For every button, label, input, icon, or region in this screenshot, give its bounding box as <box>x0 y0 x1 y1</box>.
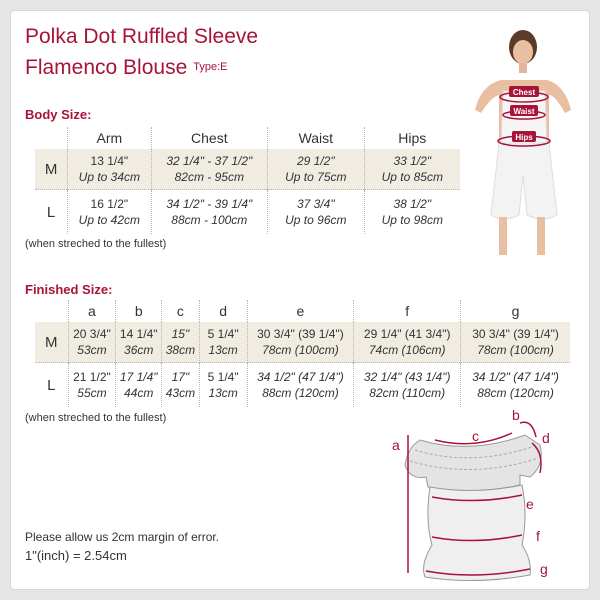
cell-cm: 36cm <box>124 343 154 357</box>
table-cell <box>199 322 247 363</box>
cell-cm: 78cm (100cm) <box>477 343 554 357</box>
blouse-body <box>424 485 531 581</box>
cell-cm: Up to 42cm <box>78 213 141 227</box>
col-b: b <box>116 300 162 322</box>
table-cell <box>268 190 364 235</box>
label-f: f <box>536 528 540 544</box>
cell-cm: 43cm <box>165 386 196 400</box>
cell-inch: 17" <box>171 370 190 384</box>
cell-inch: 15" <box>171 327 190 341</box>
cell-inch: 32 1/4" (43 1/4") <box>363 370 451 384</box>
table-cell <box>354 363 461 408</box>
cell-inch: 30 3/4" (39 1/4") <box>472 327 559 341</box>
label-c: c <box>472 428 479 444</box>
cell-cm: 82cm (110cm) <box>369 386 446 400</box>
conversion-note: 1"(inch) = 2.54cm <box>25 548 127 563</box>
cell-cm: 78cm (100cm) <box>262 343 339 357</box>
table-cell <box>199 363 247 408</box>
size-label: M <box>44 160 58 178</box>
col-a: a <box>68 300 116 322</box>
cell-inch: 13 1/4" <box>90 154 129 168</box>
margin-note: Please allow us 2cm margin of error. <box>25 530 220 544</box>
table-cell <box>68 363 116 408</box>
table-cell <box>461 363 570 408</box>
model-bloomers <box>491 143 557 219</box>
finished-size-note: (when streched to the fullest) <box>25 412 167 424</box>
cell-inch: 16 1/2" <box>90 197 129 211</box>
finished-size-table <box>35 300 570 407</box>
cell-cm: 13cm <box>208 343 238 357</box>
table-cell <box>461 322 570 363</box>
garment-diagram <box>380 405 560 585</box>
table-cell <box>68 322 116 363</box>
cell-cm: Up to 98cm <box>381 213 443 227</box>
table-row <box>35 190 460 235</box>
type-label: Type:E <box>193 61 228 73</box>
table-row <box>35 363 570 408</box>
cell-inch: 32 1/4" - 37 1/2" <box>166 154 253 168</box>
label-b: b <box>512 407 520 423</box>
title-line-2-text: Flamenco Blouse <box>25 56 188 79</box>
model-leg-left <box>499 217 507 255</box>
product-title <box>25 22 258 83</box>
table-cell <box>354 322 461 363</box>
cell-inch: 37 3/4" <box>296 197 335 211</box>
table-cell <box>162 322 200 363</box>
cell-inch: 5 1/4" <box>207 327 239 341</box>
cell-inch: 34 1/2" - 39 1/4" <box>166 197 253 211</box>
finished-size-heading: Finished Size: <box>25 282 113 297</box>
cell-inch: 20 3/4" <box>73 327 111 341</box>
cell-cm: Up to 96cm <box>285 213 347 227</box>
model-neck <box>519 63 527 73</box>
col-hips: Hips <box>364 127 460 149</box>
table-cell <box>247 363 354 408</box>
model-photo <box>465 25 575 265</box>
cell-cm: Up to 34cm <box>78 170 141 184</box>
cell-inch: 29 1/4" (41 3/4") <box>363 327 451 341</box>
cell-cm: 82cm - 95cm <box>174 170 244 184</box>
table-row <box>35 149 460 190</box>
col-waist: Waist <box>268 127 364 149</box>
col-chest: Chest <box>151 127 268 149</box>
col-d: d <box>199 300 247 322</box>
label-d: d <box>542 430 550 446</box>
cell-inch: 38 1/2" <box>393 197 432 211</box>
title-line-1: Polka Dot Ruffled Sleeve <box>25 25 259 48</box>
cell-cm: Up to 75cm <box>285 170 347 184</box>
cell-cm: 44cm <box>124 386 154 400</box>
cell-cm: 13cm <box>208 386 238 400</box>
cell-cm: 88cm (120cm) <box>262 386 339 400</box>
table-cell <box>68 190 151 235</box>
table-cell <box>268 149 364 190</box>
cell-inch: 33 1/2" <box>393 154 432 168</box>
cell-cm: 38cm <box>165 343 196 357</box>
cell-cm: 55cm <box>77 386 107 400</box>
chest-label: Chest <box>512 88 536 97</box>
title-line-2 <box>25 52 258 83</box>
body-size-heading: Body Size: <box>25 107 92 122</box>
cell-inch: 29 1/2" <box>296 154 335 168</box>
col-g: g <box>461 300 570 322</box>
size-label: L <box>46 203 56 221</box>
cell-inch: 5 1/4" <box>207 370 239 384</box>
size-label: M <box>45 333 58 351</box>
label-a: a <box>392 437 400 453</box>
label-g: g <box>540 561 548 577</box>
cell-cm: 88cm - 100cm <box>171 213 248 227</box>
cell-inch: 21 1/2" <box>73 370 111 384</box>
table-cell <box>151 149 268 190</box>
cell-inch: 30 3/4" (39 1/4") <box>257 327 344 341</box>
table-cell <box>68 149 151 190</box>
measure-line-b <box>520 422 536 437</box>
cell-inch: 34 1/2" (47 1/4") <box>472 370 559 384</box>
cell-inch: 34 1/2" (47 1/4") <box>257 370 344 384</box>
col-arm: Arm <box>68 127 151 149</box>
table-cell <box>151 190 268 235</box>
size-label: L <box>47 376 56 394</box>
table-cell <box>364 190 460 235</box>
table-cell <box>162 363 200 408</box>
table-cell <box>364 149 460 190</box>
model-leg-right <box>537 217 545 255</box>
cell-cm: 88cm (120cm) <box>477 386 554 400</box>
col-c: c <box>162 300 200 322</box>
col-f: f <box>354 300 461 322</box>
col-e: e <box>247 300 354 322</box>
table-cell <box>116 322 162 363</box>
cell-inch: 14 1/4" <box>119 327 158 341</box>
table-cell <box>247 322 354 363</box>
model-face <box>513 40 533 64</box>
body-size-note: (when streched to the fullest) <box>25 238 167 250</box>
cell-cm: 53cm <box>77 343 107 357</box>
cell-cm: 74cm (106cm) <box>368 343 446 357</box>
waist-label: Waist <box>513 107 535 116</box>
cell-cm: Up to 85cm <box>381 170 443 184</box>
body-size-table <box>35 127 460 234</box>
label-e: e <box>526 496 534 512</box>
cell-inch: 17 1/4" <box>119 370 158 384</box>
table-cell <box>116 363 162 408</box>
hips-label: Hips <box>515 133 533 142</box>
table-row <box>35 322 570 363</box>
